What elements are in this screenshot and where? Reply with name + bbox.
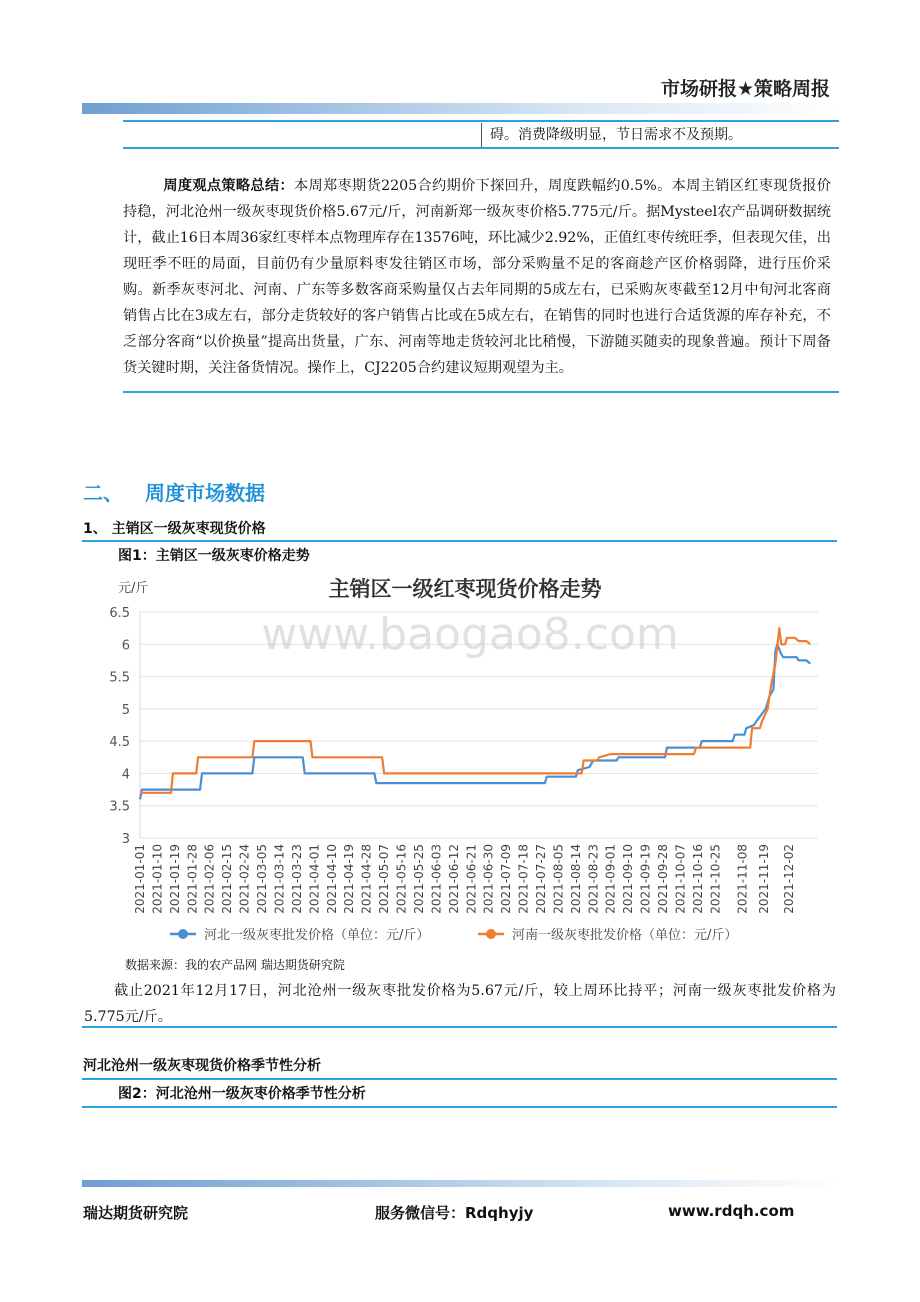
chart-x-tick-label: 2021-06-21 <box>464 844 479 914</box>
chart-x-tick-label: 2021-03-05 <box>255 844 270 914</box>
chart-series-line-1 <box>140 644 810 799</box>
chart-x-tick-label: 2021-11-08 <box>735 844 750 914</box>
chart-x-tick-label: 2021-09-10 <box>621 844 636 914</box>
chart-y-tick-label: 6 <box>121 638 130 654</box>
chart-x-tick-label: 2021-03-23 <box>289 844 304 914</box>
figure2-bottom-line <box>82 1106 837 1108</box>
figure2-top-line <box>82 1078 837 1080</box>
chart-x-tick-label: 2021-05-07 <box>377 844 392 914</box>
data-source-note: 数据来源：我的农产品网 瑞达期货研究院 <box>125 958 345 972</box>
chart-x-tick-label: 2021-04-28 <box>359 844 374 914</box>
chart-x-tick-label: 2021-06-03 <box>429 844 444 914</box>
legend-dot-marker <box>486 929 496 939</box>
chart-x-tick-label: 2021-05-25 <box>411 844 426 914</box>
chart-x-tick-label: 2021-01-01 <box>133 844 147 914</box>
chart-y-axis-label: 元/斤 <box>118 581 149 596</box>
section-heading: 周度市场数据 <box>145 481 265 505</box>
subsection-1-title: 1、 主销区一级灰枣现货价格 <box>83 521 266 537</box>
chart-y-tick-label: 5.5 <box>109 670 130 686</box>
legend-dot-marker <box>178 929 188 939</box>
summary-bottom-border <box>123 391 839 393</box>
chart-x-tick-label: 2021-03-14 <box>272 844 287 914</box>
price-trend-chart <box>100 566 830 954</box>
section-number: 二、 <box>83 481 123 505</box>
figure1-caption: 图1：主销区一级灰枣价格走势 <box>118 548 310 564</box>
chart-x-tick-label: 2021-02-06 <box>202 844 217 914</box>
chart-x-tick-label: 2021-04-10 <box>324 844 339 914</box>
chart-x-tick-label: 2021-01-28 <box>185 844 200 914</box>
chart-x-tick-label: 2021-01-10 <box>150 844 165 914</box>
chart-x-tick-label: 2021-07-18 <box>516 844 531 914</box>
summary-label: 周度观点策略总结： <box>163 178 294 194</box>
price-summary-paragraph: 截止2021年12月17日，河北沧州一级灰枣批发价格为5.67元/斤，较上周环比持平；河南一级灰枣批发价格为5.775元/斤。 <box>84 983 836 1025</box>
watermark-text: www.baogao8.com <box>261 609 679 660</box>
chart-x-tick-label: 2021-11-19 <box>756 844 771 914</box>
footer-website-link[interactable]: www.rdqh.com <box>668 1202 795 1220</box>
table-cell-text: 碍。消费降级明显，节日需求不及预期。 <box>490 127 742 143</box>
legend-label: 河南一级灰枣批发价格（单位：元/斤） <box>512 928 738 943</box>
subsection-2-title: 河北沧州一级灰枣现货价格季节性分析 <box>83 1058 321 1074</box>
chart-x-tick-label: 2021-12-02 <box>781 844 796 914</box>
section-title <box>83 477 265 506</box>
weekly-strategy-summary <box>123 173 831 381</box>
chart-x-tick-label: 2021-07-09 <box>499 844 514 914</box>
summary-text: 本周郑枣期货2205合约期价下探回升，周度跌幅约0.5%。本周主销区红枣现货报价持稳，河北沧州一级灰枣现货价格5.67元/斤，河南新郑一级灰枣价格5.775元/斤。据Mysteel农产品调研数据统计，截止16日本周36家红枣样本点物理库存在13576吨，环比减少2.92%，正值红枣传统旺季，但表现欠佳，出现旺季不旺的局面，目前仍有少量原料枣发往销区市场，部分采购量不足的客商趁产区价格弱降，进行压价采购。新季灰枣河北、河南、广东等多数客商采购量仅占去年同期的5成左右，已采购灰枣截至12月中旬河北客商销售占比在3成左右，部分走货较好的客户销售占比或在5成左右，在销售的同时也进行合适货源的库存补充，不乏部分客商“以价换量”提高出货量，广东、河南等地走货较河北比稍慢，下游随买随卖的现象普遍。预计下周备货关键时期，关注备货情况。操作上，CJ2205合约建议短期观望为主。 <box>123 178 831 376</box>
table-bottom-border <box>123 147 839 149</box>
table-column-divider <box>481 123 482 147</box>
chart-x-tick-label: 2021-08-23 <box>586 844 601 914</box>
legend-label: 河北一级灰枣批发价格（单位：元/斤） <box>204 928 430 943</box>
chart-x-tick-label: 2021-02-24 <box>237 844 252 914</box>
chart-y-tick-label: 4.5 <box>109 735 130 751</box>
chart-x-tick-label: 2021-08-14 <box>568 844 583 914</box>
chart-x-tick-label: 2021-02-15 <box>220 844 235 914</box>
chart-x-tick-label: 2021-09-28 <box>656 844 671 914</box>
chart-x-tick-label: 2021-01-19 <box>167 844 182 914</box>
figure1-top-line <box>82 540 837 542</box>
header-gradient-bar <box>82 103 840 114</box>
chart-y-tick-label: 4 <box>121 767 130 783</box>
chart-x-tick-label: 2021-04-01 <box>307 844 322 914</box>
chart-x-tick-label: 2021-04-19 <box>342 844 357 914</box>
chart-x-tick-label: 2021-05-16 <box>394 844 409 914</box>
footer-gradient-bar <box>82 1180 840 1187</box>
figure2-caption: 图2：河北沧州一级灰枣价格季节性分析 <box>118 1086 366 1102</box>
chart-x-tick-label: 2021-07-27 <box>533 844 548 914</box>
chart-x-tick-label: 2021-08-05 <box>551 844 566 914</box>
chart-y-tick-label: 3 <box>121 832 130 847</box>
chart-x-tick-label: 2021-06-12 <box>446 844 461 914</box>
chart-x-tick-label: 2021-09-01 <box>603 844 618 914</box>
chart-title: 主销区一级红枣现货价格走势 <box>328 577 602 601</box>
chart-y-tick-label: 3.5 <box>109 799 130 815</box>
paragraph-bottom-line <box>82 1026 837 1028</box>
chart-x-tick-label: 2021-06-30 <box>481 844 496 914</box>
footer-wechat: 服务微信号：Rdqhyjy <box>375 1204 534 1222</box>
table-top-border <box>123 120 839 122</box>
chart-y-tick-label: 5 <box>121 702 130 718</box>
chart-y-tick-label: 6.5 <box>109 606 130 621</box>
report-header-title: 市场研报★策略周报 <box>660 78 830 100</box>
chart-x-tick-label: 2021-09-19 <box>638 844 653 914</box>
chart-x-tick-label: 2021-10-25 <box>708 844 723 914</box>
footer-org-name: 瑞达期货研究院 <box>83 1204 189 1222</box>
chart-x-tick-label: 2021-10-07 <box>673 844 688 914</box>
chart-x-tick-label: 2021-10-16 <box>690 844 705 914</box>
